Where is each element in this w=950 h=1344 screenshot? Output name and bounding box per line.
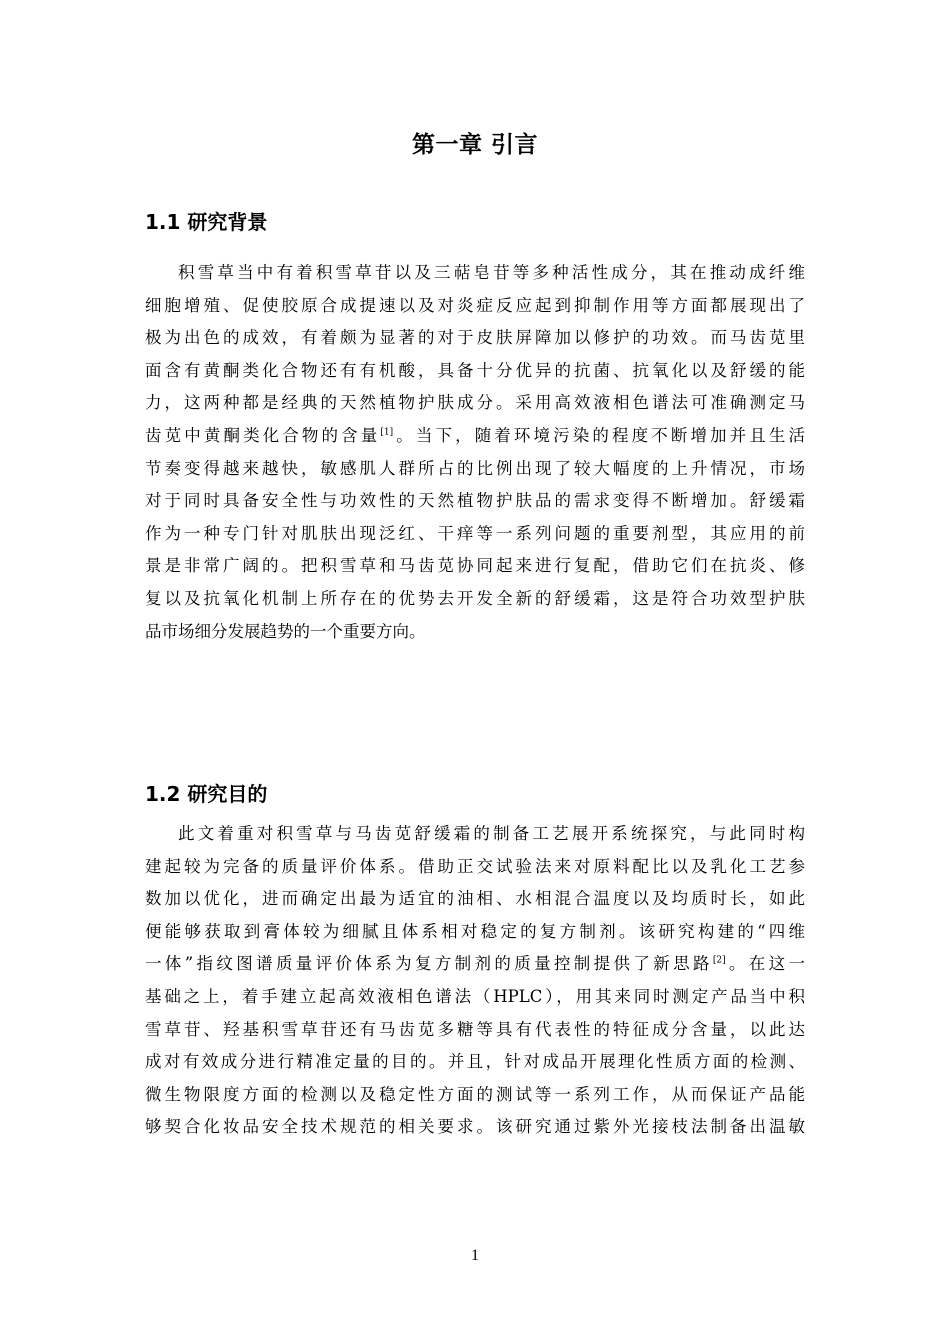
paragraph-line: 对于同时具备安全性与功效性的天然植物护肤品的需求变得不断增加。舒缓霜 (145, 491, 805, 511)
paragraph-line: 成对有效成分进行精准定量的目的。并且，针对成品开展理化性质方面的检测、 (145, 1052, 805, 1072)
paragraph-line: 复以及抗氧化机制上所存在的优势去开发全新的舒缓霜，这是符合功效型护肤 (145, 588, 805, 608)
paragraph-line: 数加以优化，进而确定出最为适宜的油相、水相混合温度以及均质时长，如此 (145, 889, 805, 909)
paragraph-line: 基础之上，着手建立起高效液相色谱法（HPLC），用其来同时测定产品当中积 (145, 986, 805, 1006)
paragraph-line: 便能够获取到膏体较为细腻且体系相对稳定的复方制剂。该研究构建的“四维 (145, 921, 805, 941)
chapter-title: 第一章 引言 (411, 132, 538, 158)
paragraph-line: 建起较为完备的质量评价体系。借助正交试验法来对原料配比以及乳化工艺参 (145, 856, 805, 876)
paragraph-line: 积雪草当中有着积雪草苷以及三萜皂苷等多种活性成分，其在推动成纤维 (178, 263, 805, 282)
section-heading-purpose: 1.2 研究目的 (145, 782, 268, 806)
citation-ref-2: [2] (712, 955, 726, 966)
paragraph-line-with-citation (145, 948, 805, 981)
paragraph-background (145, 257, 805, 648)
paragraph-line: 此文着重对积雪草与马齿苋舒缓霜的制备工艺展开系统探究，与此同时构 (178, 824, 805, 843)
page-number: 1 (471, 1247, 479, 1264)
paragraph-line: 极为出色的成效，有着颇为显著的对于皮肤屏障加以修护的功效。而马齿苋里 (145, 328, 805, 348)
paragraph-line: 雪草苷、羟基积雪草苷还有马齿苋多糖等具有代表性的特征成分含量，以此达 (145, 1019, 805, 1039)
paragraph-line: 节奏变得越来越快，敏感肌人群所占的比例出现了较大幅度的上升情况，市场 (145, 458, 805, 478)
paragraph-line: 品市场细分发展趋势的一个重要方向。 (145, 621, 426, 641)
paragraph-line: 作为一种专门针对肌肤出现泛红、干痒等一系列问题的重要剂型，其应用的前 (145, 523, 805, 543)
paragraph-line: 面含有黄酮类化合物还有有机酸，具备十分优异的抗菌、抗氧化以及舒缓的能 (145, 360, 805, 380)
line-text: 齿苋中黄酮类化合物的含量 (145, 425, 381, 445)
paragraph-line-with-citation (145, 420, 805, 453)
line-text-after-citation: 。当下，随着环境污染的程度不断增加并且生活 (393, 425, 806, 445)
paragraph-line: 细胞增殖、促使胶原合成提速以及对炎症反应起到抑制作用等方面都展现出了 (145, 295, 805, 315)
paragraph-line: 景是非常广阔的。把积雪草和马齿苋协同起来进行复配，借助它们在抗炎、修 (145, 556, 805, 576)
paragraph-purpose (145, 818, 805, 1144)
paragraph-line: 够契合化妆品安全技术规范的相关要求。该研究通过紫外光接枝法制备出温敏 (145, 1117, 805, 1137)
section-heading-background: 1.1 研究背景 (145, 210, 268, 234)
line-text: 一体”指纹图谱质量评价体系为复方制剂的质量控制提供了新思路 (145, 954, 713, 974)
paragraph-line: 力，这两种都是经典的天然植物护肤成分。采用高效液相色谱法可准确测定马 (145, 393, 805, 413)
citation-ref-1: [1] (380, 427, 394, 438)
paragraph-line: 微生物限度方面的检测以及稳定性方面的测试等一系列工作，从而保证产品能 (145, 1084, 805, 1104)
line-text-after-citation: 。在这一 (725, 954, 806, 974)
